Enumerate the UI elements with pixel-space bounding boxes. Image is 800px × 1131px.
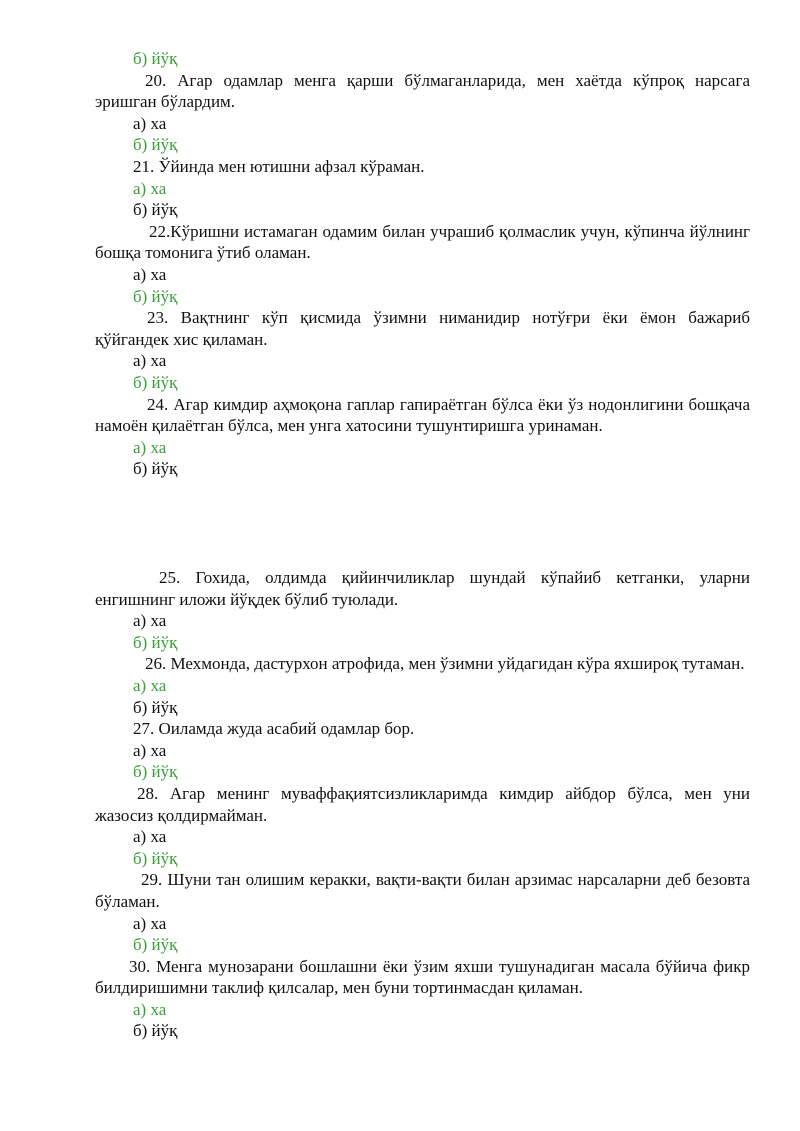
answer-option: б) йўқ: [133, 1021, 178, 1041]
answer-option: а) ха: [133, 740, 167, 760]
question-text: 25. Гохида, олдимда қийинчиликлар шундай кўпайиб кетганки, уларни енгишнинг иложи йўқдек бўлиб туюлади.: [95, 568, 750, 609]
question-text: 21. Ўйинда мен ютишни афзал кўраман.: [133, 156, 425, 176]
answer-option-selected: б) йўқ: [133, 848, 178, 868]
answer-option-selected: б) йўқ: [133, 372, 178, 392]
answer-option: б) йўқ: [133, 459, 178, 479]
answer-option: а) ха: [133, 113, 167, 133]
answer-option: а) ха: [133, 351, 167, 371]
answer-option-selected: б) йўқ: [133, 632, 178, 652]
answer-option-selected: б) йўқ: [133, 286, 178, 306]
question-text: 22.Кўришни истамаган одамим билан учрашиб қолмаслик учун, кўпинча йўлнинг бошқа томонига ўтиб оламан.: [95, 221, 750, 263]
question-text: 30. Менга мунозарани бошлашни ёки ўзим яхши тушунадиган масала бўйича фикр билдиришимни таклиф қилсалар, мен буни тортинмасдан қиламан.: [95, 956, 750, 998]
answer-option: а) ха: [133, 827, 167, 847]
question-text: 24. Агар кимдир аҳмоқона гаплар гапираётган бўлса ёки ўз нодонлигини бошқача намоён қилаётган бўлса, мен унга хатосини тушунтиришга уринаман.: [95, 394, 750, 436]
answer-option-selected: б) йўқ: [133, 49, 178, 68]
answer-option: а) ха: [133, 913, 167, 933]
question-text: 27. Оиламда жуда асабий одамлар бор.: [133, 719, 415, 739]
answer-option-selected: б) йўқ: [133, 135, 178, 155]
answer-option-selected: а) ха: [133, 675, 167, 695]
answer-option: а) ха: [133, 264, 167, 284]
answer-option-selected: б) йўқ: [133, 762, 178, 782]
answer-option: б) йўқ: [133, 697, 178, 717]
answer-option: а) ха: [133, 611, 167, 631]
answer-option-selected: а) ха: [133, 437, 167, 457]
questionnaire-block-top: [95, 48, 750, 480]
question-text: 26. Мехмонда, дастурхон атрофида, мен ўзимни уйдагидан кўра яхшироқ тутаман.: [145, 654, 745, 674]
answer-option-selected: а) ха: [133, 178, 167, 198]
answer-option: б) йўқ: [133, 200, 178, 220]
answer-option-selected: а) ха: [133, 999, 167, 1019]
questionnaire-block-bottom: [95, 567, 750, 1042]
question-text: 28. Агар менинг муваффақиятсизликларимда кимдир айбдор бўлса, мен уни жазосиз қолдирмайман.: [95, 783, 750, 825]
question-text: 20. Агар одамлар менга қарши бўлмаганларида, мен хаётда кўпроқ нарсага эришган бўлардим.: [95, 70, 750, 112]
answer-option-selected: б) йўқ: [133, 935, 178, 955]
question-text: 23. Вақтнинг кўп қисмида ўзимни ниманидир нотўғри ёки ёмон бажариб қўйгандек хис қиламан.: [95, 308, 750, 349]
question-text: 29. Шуни тан олишим керакки, вақти-вақти билан арзимас нарсаларни деб безовта бўламан.: [95, 870, 750, 911]
